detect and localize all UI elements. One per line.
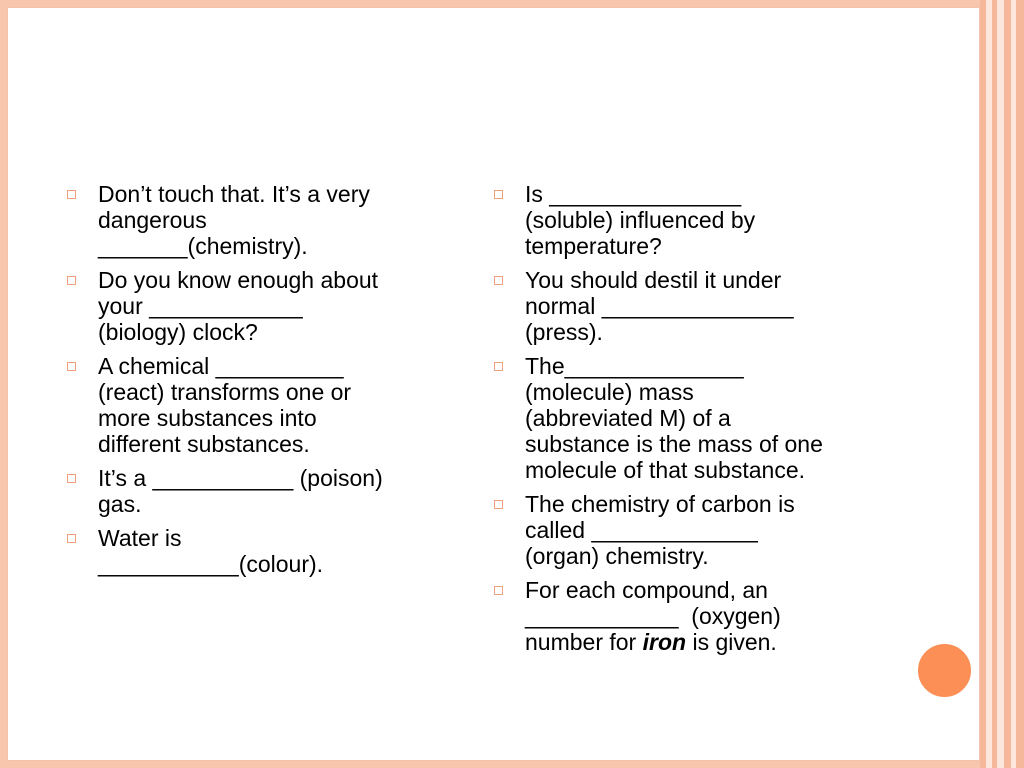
item-text-line: It’s a ___________ (poison) <box>98 465 383 491</box>
item-text-line: dangerous <box>98 207 207 233</box>
item-text-line: molecule of that substance. <box>525 457 805 483</box>
list-item <box>64 181 444 259</box>
item-text-line: ____________ (oxygen) <box>525 603 781 629</box>
list-item <box>64 267 444 345</box>
list-item <box>491 181 891 259</box>
item-text-line: ___________(colour). <box>98 551 324 577</box>
item-text-line: (organ) chemistry. <box>525 543 709 569</box>
frame-left-border <box>0 0 7 768</box>
decorative-stripe <box>992 0 997 768</box>
item-text-line: For each compound, an <box>525 577 768 603</box>
item-text-line: your ____________ <box>98 293 303 319</box>
square-bullet-icon <box>67 474 76 483</box>
list-item <box>64 465 444 517</box>
item-text-line: called _____________ <box>525 517 758 543</box>
item-text-line: (biology) clock? <box>98 319 258 345</box>
decorative-stripe <box>1016 0 1024 768</box>
item-text-line: Don’t touch that. It’s a very <box>98 181 370 207</box>
list-item <box>64 353 444 457</box>
item-text-line: different substances. <box>98 431 310 457</box>
text-after-emphasis: is given. <box>686 629 777 655</box>
item-text-line: normal _______________ <box>525 293 794 319</box>
item-text-line: Water is <box>98 525 182 551</box>
right-column-list <box>491 181 891 663</box>
square-bullet-icon <box>494 586 503 595</box>
square-bullet-icon <box>494 500 503 509</box>
list-item <box>491 491 891 569</box>
square-bullet-icon <box>494 276 503 285</box>
square-bullet-icon <box>67 190 76 199</box>
list-item <box>491 577 891 655</box>
item-text-line-with-emphasis <box>525 629 891 655</box>
item-text-line: (abbreviated M) of a <box>525 405 731 431</box>
item-text-line: Is _______________ <box>525 181 742 207</box>
item-text-line: more substances into <box>98 405 317 431</box>
emphasized-word: iron <box>642 629 687 655</box>
item-text-line: The______________ <box>525 353 744 379</box>
item-text-line: You should destil it under <box>525 267 782 293</box>
square-bullet-icon <box>67 276 76 285</box>
list-item <box>64 525 444 577</box>
item-text-line: (molecule) mass <box>525 379 694 405</box>
decorative-stripe <box>1004 0 1011 768</box>
item-text-line: substance is the mass of one <box>525 431 823 457</box>
decorative-stripe <box>980 0 986 768</box>
square-bullet-icon <box>67 534 76 543</box>
item-text-line: (react) transforms one or <box>98 379 352 405</box>
square-bullet-icon <box>494 190 503 199</box>
item-text-line: Do you know enough about <box>98 267 379 293</box>
item-text-line: gas. <box>98 491 142 517</box>
frame-top-border <box>0 0 1024 7</box>
text-before-emphasis: number for <box>525 629 643 655</box>
item-text-line: (soluble) influenced by <box>525 207 756 233</box>
decorative-orange-circle <box>914 640 975 701</box>
left-column-list <box>64 181 444 585</box>
item-text-line: A chemical __________ <box>98 353 344 379</box>
list-item <box>491 353 891 483</box>
item-text-line: The chemistry of carbon is <box>525 491 795 517</box>
item-text-line: _______(chemistry). <box>98 233 308 259</box>
frame-bottom-border <box>0 761 1024 768</box>
list-item <box>491 267 891 345</box>
square-bullet-icon <box>494 362 503 371</box>
square-bullet-icon <box>67 362 76 371</box>
item-text-line: temperature? <box>525 233 662 259</box>
item-text-line: (press). <box>525 319 603 345</box>
